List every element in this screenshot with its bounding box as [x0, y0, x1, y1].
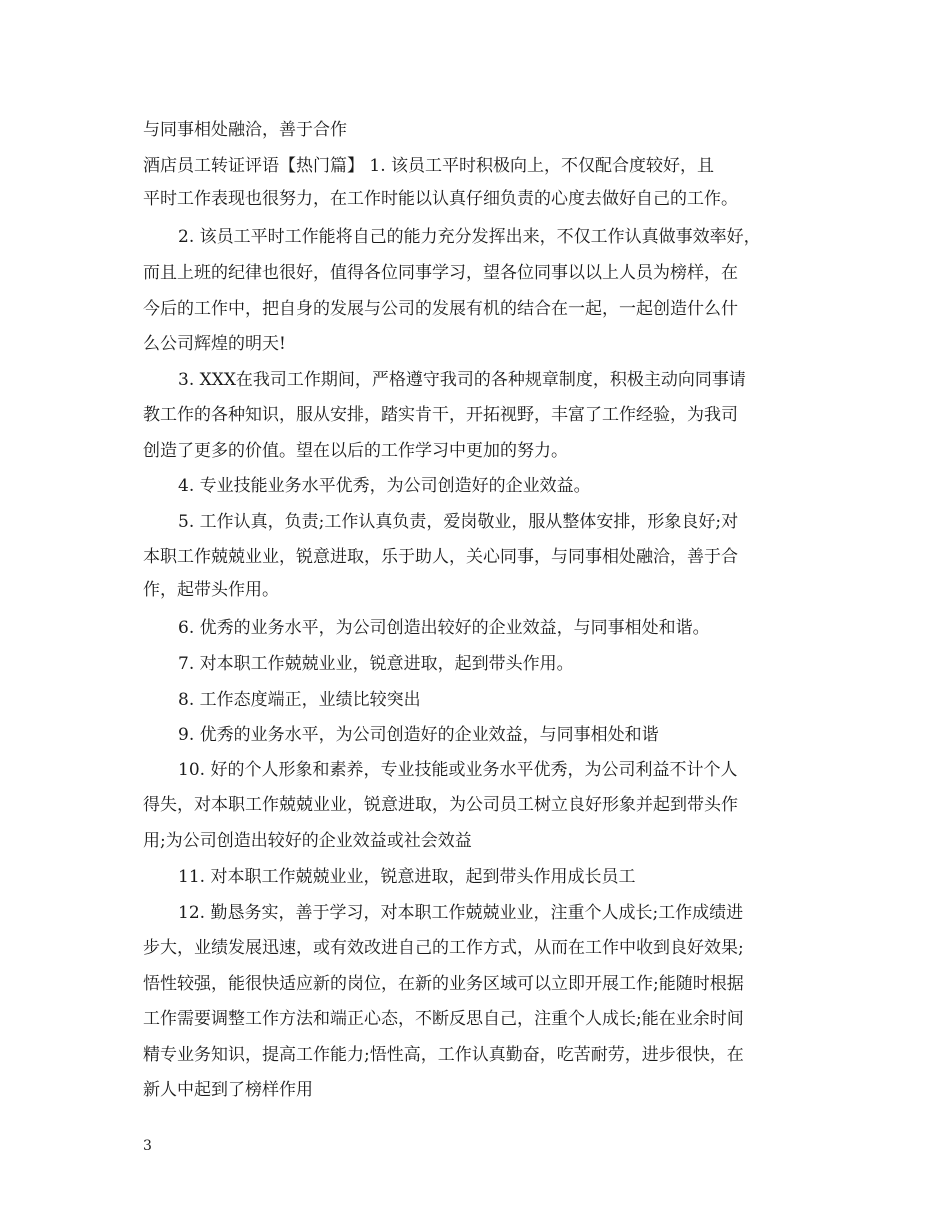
text-line: 得失，对本职工作兢兢业业，锐意进取，为公司员工树立良好形象并起到带头作 [143, 795, 738, 815]
text-line: 工作需要调整工作方法和端正心态，不断反思自己，注重个人成长;能在业余时间 [143, 1009, 744, 1029]
text-line: 创造了更多的价值。望在以后的工作学习中更加的努力。 [143, 441, 568, 461]
text-line: 而且上班的纪律也很好，值得各位同事学习，望各位同事以以上人员为榜样，在 [143, 263, 738, 283]
text-line: 与同事相处融洽，善于合作 [143, 120, 347, 140]
text-line: 悟性较强，能很快适应新的岗位，在新的业务区域可以立即开展工作;能随时根据 [143, 974, 744, 994]
text-line: 平时工作表现也很努力，在工作时能以认真仔细负责的心度去做好自己的工作。 [143, 189, 738, 209]
text-line: 3. XXX在我司工作期间，严格遵守我司的各种规章制度，积极主动向同事请 [178, 370, 746, 390]
text-line: 本职工作兢兢业业，锐意进取，乐于助人，关心同事，与同事相处融洽，善于合 [143, 547, 738, 567]
text-line: 9. 优秀的业务水平，为公司创造好的企业效益，与同事相处和谐 [178, 725, 659, 745]
text-line: 新人中起到了榜样作用 [143, 1080, 313, 1100]
text-line: 6. 优秀的业务水平，为公司创造出较好的企业效益，与同事相处和谐。 [178, 618, 710, 638]
section-heading-line: 酒店员工转证评语【热门篇】 1. 该员工平时积极向上，不仅配合度较好，且 [143, 156, 715, 176]
text-line: 2. 该员工平时工作能将自己的能力充分发挥出来，不仅工作认真做事效率好， [178, 227, 761, 247]
text-line: 用;为公司创造出较好的企业效益或社会效益 [143, 831, 472, 851]
text-line: 精专业务知识，提高工作能力;悟性高，工作认真勤奋，吃苦耐劳，进步很快，在 [143, 1045, 744, 1065]
page-number: 3 [143, 1138, 152, 1154]
text-line: 今后的工作中，把自身的发展与公司的发展有机的结合在一起，一起创造什么什 [143, 299, 738, 319]
text-line: 7. 对本职工作兢兢业业，锐意进取，起到带头作用。 [178, 654, 574, 674]
text-line: 8. 工作态度端正，业绩比较突出 [178, 690, 421, 710]
text-line: 步大，业绩发展迅速，或有效改进自己的工作方式，从而在工作中收到良好效果; [143, 938, 744, 958]
text-line: 11. 对本职工作兢兢业业，锐意进取，起到带头作用成长员工 [178, 867, 636, 887]
text-line: 12. 勤恳务实，善于学习，对本职工作兢兢业业，注重个人成长;工作成绩进 [178, 903, 744, 923]
text-line: 教工作的各种知识，服从安排，踏实肯干，开拓视野，丰富了工作经验，为我司 [143, 405, 738, 425]
text-line: 作，起带头作用。 [143, 580, 279, 600]
text-line: 5. 工作认真，负责;工作认真负责，爱岗敬业，服从整体安排，形象良好;对 [178, 512, 739, 532]
text-line: 4. 专业技能业务水平优秀，为公司创造好的企业效益。 [178, 476, 591, 496]
text-line: 么公司辉煌的明天! [143, 334, 286, 354]
text-line: 10. 好的个人形象和素养，专业技能或业务水平优秀，为公司利益不计个人 [178, 760, 738, 780]
